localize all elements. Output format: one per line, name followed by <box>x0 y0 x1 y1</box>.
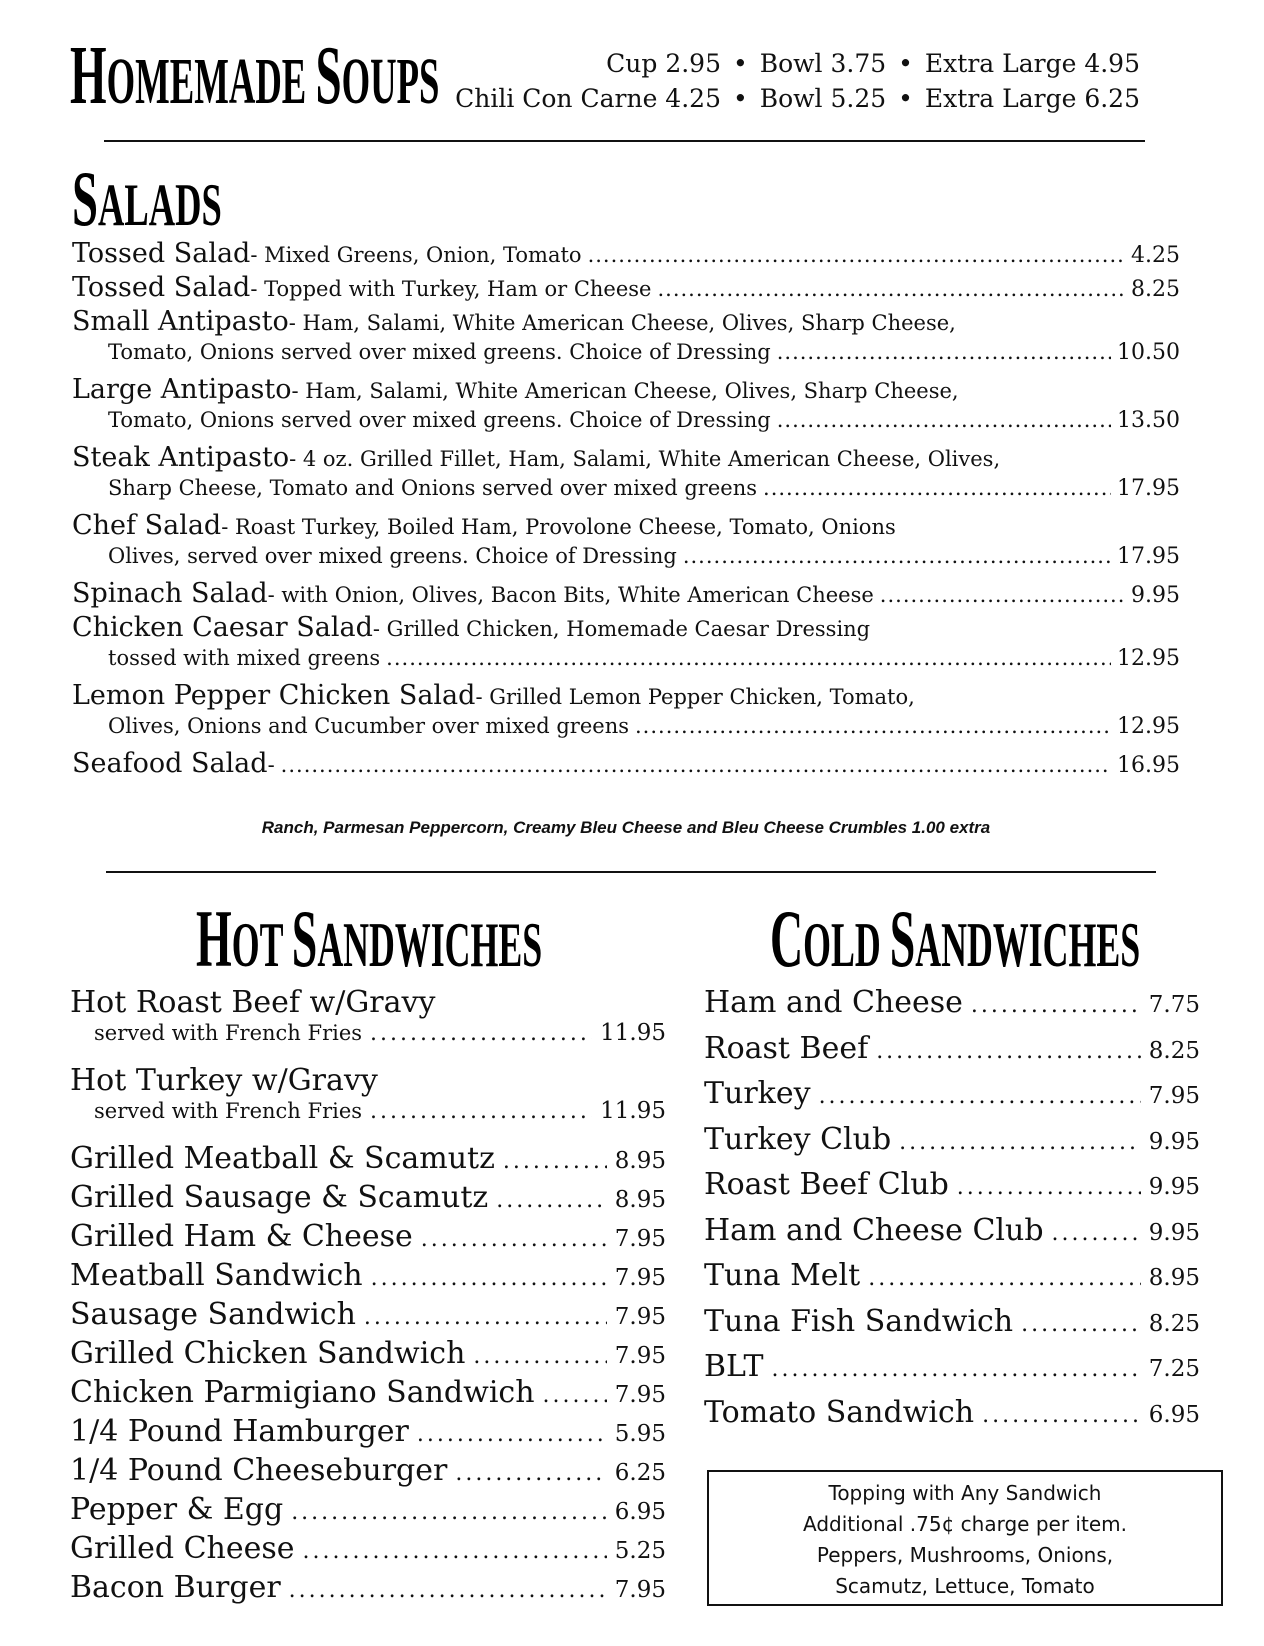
hot-sandwich-item <box>70 1375 666 1414</box>
hot-sandwich-name: Bacon Burger <box>70 1570 281 1605</box>
hot-sandwich-line <box>70 1297 666 1336</box>
hot-sandwich-line <box>70 1258 666 1297</box>
cold-heading-rest-2: ANDWICHES <box>915 909 1141 980</box>
hot-sandwich-line <box>70 985 666 1020</box>
salad-description: - Topped with Turkey, Ham or Cheese <box>250 277 652 301</box>
dot-leader <box>635 714 1111 738</box>
dot-leader <box>777 408 1111 432</box>
salad-item <box>72 238 1180 272</box>
topping-line: Additional .75¢ charge per item. <box>803 1512 1127 1536</box>
hot-sandwich-name: Hot Roast Beef w/Gravy <box>70 985 436 1020</box>
hot-sandwich-line <box>70 1180 666 1219</box>
hot-sandwich-price: 7.95 <box>614 1226 666 1252</box>
dot-leader <box>370 1099 592 1124</box>
dot-leader <box>291 1500 607 1525</box>
salad-line <box>72 748 1180 782</box>
hot-sandwich-line <box>70 1414 666 1453</box>
salad-price: 17.95 <box>1117 476 1180 501</box>
soups-heading-initial: H <box>70 29 107 122</box>
hot-sandwich-item <box>70 1492 666 1531</box>
soups-heading-initial-2: S <box>315 29 342 122</box>
soup-bowl-price: Bowl 3.75 <box>759 49 887 78</box>
hot-sandwich-name: Grilled Chicken Sandwich <box>70 1336 466 1371</box>
hot-sandwich-item <box>70 1141 666 1180</box>
chili-cup-price: Chili Con Carne 4.25 <box>455 84 721 113</box>
salad-item <box>72 374 1180 442</box>
salad-line <box>72 272 1180 306</box>
salad-name: Steak Antipasto <box>72 442 290 473</box>
hot-sandwich-name: Sausage Sandwich <box>70 1297 356 1332</box>
salad-description: - Grilled Chicken, Homemade Caesar Dressing <box>372 617 871 641</box>
hot-sandwich-item <box>70 1063 666 1136</box>
cold-sandwich-name: Tomato Sandwich <box>704 1394 975 1430</box>
cold-sandwich-line <box>704 985 1200 1031</box>
dressing-note: Ranch, Parmesan Peppercorn, Creamy Bleu Cheese and Bleu Cheese Crumbles 1.00 extra <box>261 818 991 837</box>
salad-name: Chef Salad <box>72 510 222 541</box>
hot-sandwich-item <box>70 1570 666 1609</box>
cold-sandwich-price: 8.25 <box>1148 1310 1200 1337</box>
hot-heading-initial: H <box>196 893 232 984</box>
hot-sandwich-item <box>70 1414 666 1453</box>
topping-line: Topping with Any Sandwich <box>828 1481 1102 1505</box>
dot-leader <box>957 1175 1141 1200</box>
dot-leader <box>503 1149 607 1174</box>
dot-leader <box>289 1578 607 1603</box>
cold-sandwich-name: Turkey Club <box>704 1121 892 1157</box>
hot-sandwich-name: 1/4 Pound Cheeseburger <box>70 1453 448 1488</box>
salad-name: Small Antipasto <box>72 306 289 337</box>
hot-sandwich-item <box>70 1258 666 1297</box>
chili-bowl-price: Bowl 5.25 <box>759 84 887 113</box>
hot-sandwich-side: served with French Fries <box>94 1099 363 1123</box>
topping-line: Scamutz, Lettuce, Tomato <box>835 1574 1095 1598</box>
salad-line <box>72 442 1180 476</box>
dot-leader <box>1021 1312 1141 1337</box>
salad-price: 12.95 <box>1117 714 1180 739</box>
cold-heading-initial-2: S <box>889 893 916 984</box>
salad-description: - 4 oz. Grilled Fillet, Ham, Salami, White American Cheese, Olives, <box>289 447 1001 471</box>
hot-heading-rest-2: ANDWICHES <box>317 909 543 980</box>
salad-line <box>72 510 1180 544</box>
hot-sandwich-name: Grilled Cheese <box>70 1531 295 1566</box>
hot-sandwich-line <box>70 1141 666 1180</box>
hot-sandwich-line <box>70 1570 666 1609</box>
cold-sandwich-item <box>704 1395 1200 1441</box>
soups-heading-rest-2: OUPS <box>341 46 440 118</box>
salad-line <box>72 714 1180 748</box>
dot-leader <box>899 1130 1141 1155</box>
soups-heading <box>70 29 440 122</box>
hot-sandwich-price: 11.95 <box>600 1020 666 1046</box>
hot-sandwich-line <box>70 1336 666 1375</box>
cold-sandwich-price: 8.25 <box>1148 1037 1200 1064</box>
cold-sandwich-name: Ham and Cheese <box>704 985 963 1020</box>
salad-name: Seafood Salad <box>72 748 268 779</box>
chili-xl-price: Extra Large 6.25 <box>924 84 1140 113</box>
dot-leader <box>588 243 1125 267</box>
salad-name: Lemon Pepper Chicken Salad <box>72 680 476 711</box>
hot-sandwich-line <box>70 1020 666 1058</box>
hot-sandwich-price: 7.95 <box>614 1265 666 1291</box>
dot-leader <box>880 583 1125 607</box>
salad-line <box>72 646 1180 680</box>
salad-name: Tossed Salad <box>72 272 251 303</box>
cold-sandwich-line <box>704 1395 1200 1441</box>
salad-description: - Ham, Salami, White American Cheese, Olives, Sharp Cheese, <box>288 311 956 335</box>
cold-sandwiches-heading <box>770 893 1141 984</box>
salad-description: - with Onion, Olives, Bacon Bits, White American Cheese <box>267 583 874 607</box>
cold-sandwich-name: Roast Beef <box>704 1030 869 1066</box>
soup-price-row <box>400 46 1140 81</box>
salad-item <box>72 510 1180 578</box>
salad-line <box>72 476 1180 510</box>
cold-heading-initial: C <box>770 893 804 984</box>
hot-sandwich-price: 7.95 <box>614 1382 666 1408</box>
cold-sandwich-price: 6.95 <box>1148 1401 1200 1428</box>
dot-leader <box>371 1266 607 1291</box>
cold-sandwich-item <box>704 1304 1200 1350</box>
salad-line <box>72 612 1180 646</box>
dot-leader <box>982 1403 1141 1428</box>
salad-item <box>72 442 1180 510</box>
topping-box <box>707 1470 1223 1606</box>
cold-sandwich-line <box>704 1213 1200 1259</box>
chili-price-row <box>400 81 1140 116</box>
divider <box>104 140 1145 142</box>
cold-sandwich-line <box>704 1076 1200 1122</box>
hot-sandwich-price: 7.95 <box>614 1304 666 1330</box>
cold-sandwich-name: Turkey <box>704 1076 811 1111</box>
cold-sandwich-line <box>704 1349 1200 1395</box>
cold-sandwich-item <box>704 1349 1200 1395</box>
salad-price: 10.50 <box>1117 340 1180 365</box>
hot-sandwich-price: 6.95 <box>614 1499 666 1525</box>
cold-sandwich-name: Roast Beef Club <box>704 1167 949 1202</box>
dot-leader <box>281 753 1111 777</box>
dot-leader <box>772 1357 1141 1382</box>
cold-sandwich-name: Tuna Melt <box>704 1258 861 1293</box>
salad-description-cont: Tomato, Onions served over mixed greens. Choice of Dressing <box>108 408 771 432</box>
salad-description: - Grilled Lemon Pepper Chicken, Tomato, <box>475 685 915 709</box>
salad-description-cont: Sharp Cheese, Tomato and Onions served over mixed greens <box>108 476 758 500</box>
cold-sandwich-item <box>704 1167 1200 1213</box>
salad-line <box>72 680 1180 714</box>
bullet-separator: • <box>898 84 913 113</box>
hot-sandwich-name: Pepper & Egg <box>70 1492 284 1527</box>
hot-sandwich-price: 8.95 <box>614 1148 666 1174</box>
divider <box>106 871 1156 873</box>
hot-sandwich-item <box>70 1531 666 1570</box>
cold-sandwich-item <box>704 1076 1200 1122</box>
salads-heading <box>72 155 222 242</box>
dot-leader <box>876 1039 1141 1064</box>
hot-sandwich-name: Chicken Parmigiano Sandwich <box>70 1375 535 1410</box>
cold-sandwich-item <box>704 1258 1200 1304</box>
dot-leader <box>417 1422 607 1447</box>
hot-sandwich-price: 7.95 <box>614 1343 666 1369</box>
salad-description: - <box>267 753 275 777</box>
hot-sandwich-item <box>70 1219 666 1258</box>
bullet-separator: • <box>732 49 748 78</box>
cold-sandwich-price: 7.95 <box>1148 1083 1200 1109</box>
hot-sandwich-line <box>70 1453 666 1492</box>
salads-heading-rest: ALADS <box>98 172 222 239</box>
cold-sandwich-line <box>704 1122 1200 1168</box>
salad-description-cont: tossed with mixed greens <box>108 646 381 670</box>
salads-heading-initial: S <box>72 155 99 242</box>
hot-sandwich-line <box>70 1531 666 1570</box>
dot-leader <box>421 1227 607 1252</box>
soup-prices <box>400 46 1140 116</box>
cold-sandwich-item <box>704 1213 1200 1259</box>
hot-sandwich-line <box>70 1098 666 1136</box>
salad-price: 13.50 <box>1117 408 1180 433</box>
salad-line <box>72 306 1180 340</box>
salad-line <box>72 374 1180 408</box>
hot-sandwich-name: 1/4 Pound Hamburger <box>70 1414 409 1449</box>
hot-sandwich-name: Hot Turkey w/Gravy <box>70 1063 378 1098</box>
hot-sandwich-price: 6.25 <box>614 1460 666 1486</box>
dot-leader <box>868 1266 1141 1291</box>
soup-xl-price: Extra Large 4.95 <box>924 49 1140 78</box>
salad-line <box>72 578 1180 612</box>
salad-list <box>72 238 1180 782</box>
salad-description-cont: Olives, Onions and Cucumber over mixed greens <box>108 714 629 738</box>
dot-leader <box>370 1021 592 1046</box>
soup-cup-price: Cup 2.95 <box>606 49 721 78</box>
dot-leader <box>819 1084 1141 1109</box>
dot-leader <box>303 1539 607 1564</box>
salad-name: Spinach Salad <box>72 578 268 609</box>
bullet-separator: • <box>898 49 913 78</box>
cold-sandwich-line <box>704 1304 1200 1350</box>
salad-item <box>72 272 1180 306</box>
cold-sandwich-price: 7.75 <box>1148 992 1200 1018</box>
dot-leader <box>777 340 1111 364</box>
salad-item <box>72 306 1180 374</box>
hot-sandwich-price: 11.95 <box>600 1098 666 1124</box>
hot-sandwich-name: Grilled Ham & Cheese <box>70 1219 413 1254</box>
salad-item <box>72 748 1180 782</box>
salad-item <box>72 612 1180 680</box>
hot-sandwich-price: 8.95 <box>614 1187 666 1213</box>
dot-leader <box>364 1305 607 1330</box>
cold-sandwich-item <box>704 1031 1200 1077</box>
salad-name: Chicken Caesar Salad <box>72 612 373 643</box>
hot-sandwich-item <box>70 1336 666 1375</box>
dot-leader <box>496 1188 607 1213</box>
salad-name: Large Antipasto <box>72 374 292 405</box>
topping-line: Peppers, Mushrooms, Onions, <box>816 1543 1114 1567</box>
dot-leader <box>543 1383 607 1408</box>
soups-heading-rest: OMEMADE <box>106 46 316 118</box>
hot-sandwich-line <box>70 1063 666 1098</box>
hot-sandwich-item <box>70 1453 666 1492</box>
hot-sandwich-name: Meatball Sandwich <box>70 1258 363 1293</box>
salad-name: Tossed Salad <box>72 238 251 269</box>
dot-leader <box>971 993 1141 1018</box>
dot-leader <box>473 1344 606 1369</box>
hot-sandwich-name: Grilled Meatball & Scamutz <box>70 1141 495 1176</box>
cold-sandwich-line <box>704 1258 1200 1304</box>
salad-line <box>72 408 1180 442</box>
cold-sandwich-name: Tuna Fish Sandwich <box>704 1303 1014 1339</box>
dot-leader <box>1052 1221 1141 1246</box>
salad-item <box>72 680 1180 748</box>
cold-sandwich-price: 7.25 <box>1148 1356 1200 1382</box>
cold-sandwich-name: BLT <box>704 1349 764 1384</box>
salad-description: - Mixed Greens, Onion, Tomato <box>250 243 582 267</box>
cold-sandwich-list <box>704 985 1200 1440</box>
hot-sandwich-line <box>70 1492 666 1531</box>
hot-sandwich-line <box>70 1219 666 1258</box>
salad-description: - Ham, Salami, White American Cheese, Olives, Sharp Cheese, <box>291 379 959 403</box>
cold-sandwich-line <box>704 1031 1200 1077</box>
cold-sandwich-price: 9.95 <box>1148 1174 1200 1200</box>
hot-sandwich-item <box>70 1180 666 1219</box>
cold-sandwich-item <box>704 985 1200 1031</box>
cold-sandwich-name: Ham and Cheese Club <box>704 1212 1044 1248</box>
dot-leader <box>763 476 1111 500</box>
salad-price: 12.95 <box>1117 646 1180 671</box>
hot-heading-initial-2: S <box>291 893 318 984</box>
hot-sandwiches-heading <box>196 893 543 984</box>
salad-line <box>72 340 1180 374</box>
cold-sandwich-item <box>704 1122 1200 1168</box>
salad-price: 4.25 <box>1131 243 1180 268</box>
dot-leader <box>455 1461 606 1486</box>
cold-sandwich-price: 8.95 <box>1148 1265 1200 1291</box>
hot-sandwich-line <box>70 1375 666 1414</box>
dot-leader <box>386 646 1111 670</box>
hot-sandwich-price: 5.25 <box>614 1538 666 1564</box>
hot-sandwich-side: served with French Fries <box>94 1021 363 1045</box>
hot-sandwich-price: 7.95 <box>614 1577 666 1603</box>
salad-price: 8.25 <box>1131 277 1180 302</box>
salad-price: 17.95 <box>1117 544 1180 569</box>
salad-line <box>72 544 1180 578</box>
salad-item <box>72 578 1180 612</box>
hot-sandwich-list <box>70 985 666 1609</box>
hot-heading-rest: OT <box>231 909 292 980</box>
salad-price: 16.95 <box>1117 753 1180 778</box>
salad-description-cont: Olives, served over mixed greens. Choice of Dressing <box>108 544 677 568</box>
cold-sandwich-price: 9.95 <box>1148 1128 1200 1155</box>
bullet-separator: • <box>732 84 748 113</box>
cold-sandwich-price: 9.95 <box>1148 1219 1200 1246</box>
hot-sandwich-item <box>70 1297 666 1336</box>
salad-price: 9.95 <box>1131 583 1180 608</box>
dot-leader <box>657 277 1125 301</box>
salad-description: - Roast Turkey, Boiled Ham, Provolone Cheese, Tomato, Onions <box>221 515 896 539</box>
dot-leader <box>683 544 1111 568</box>
hot-sandwich-name: Grilled Sausage & Scamutz <box>70 1180 489 1215</box>
salad-line <box>72 238 1180 272</box>
cold-sandwich-line <box>704 1167 1200 1213</box>
hot-sandwich-price: 5.95 <box>614 1421 666 1447</box>
cold-heading-rest: OLD <box>803 909 890 980</box>
hot-sandwich-item <box>70 985 666 1058</box>
salad-description-cont: Tomato, Onions served over mixed greens. Choice of Dressing <box>108 340 771 364</box>
